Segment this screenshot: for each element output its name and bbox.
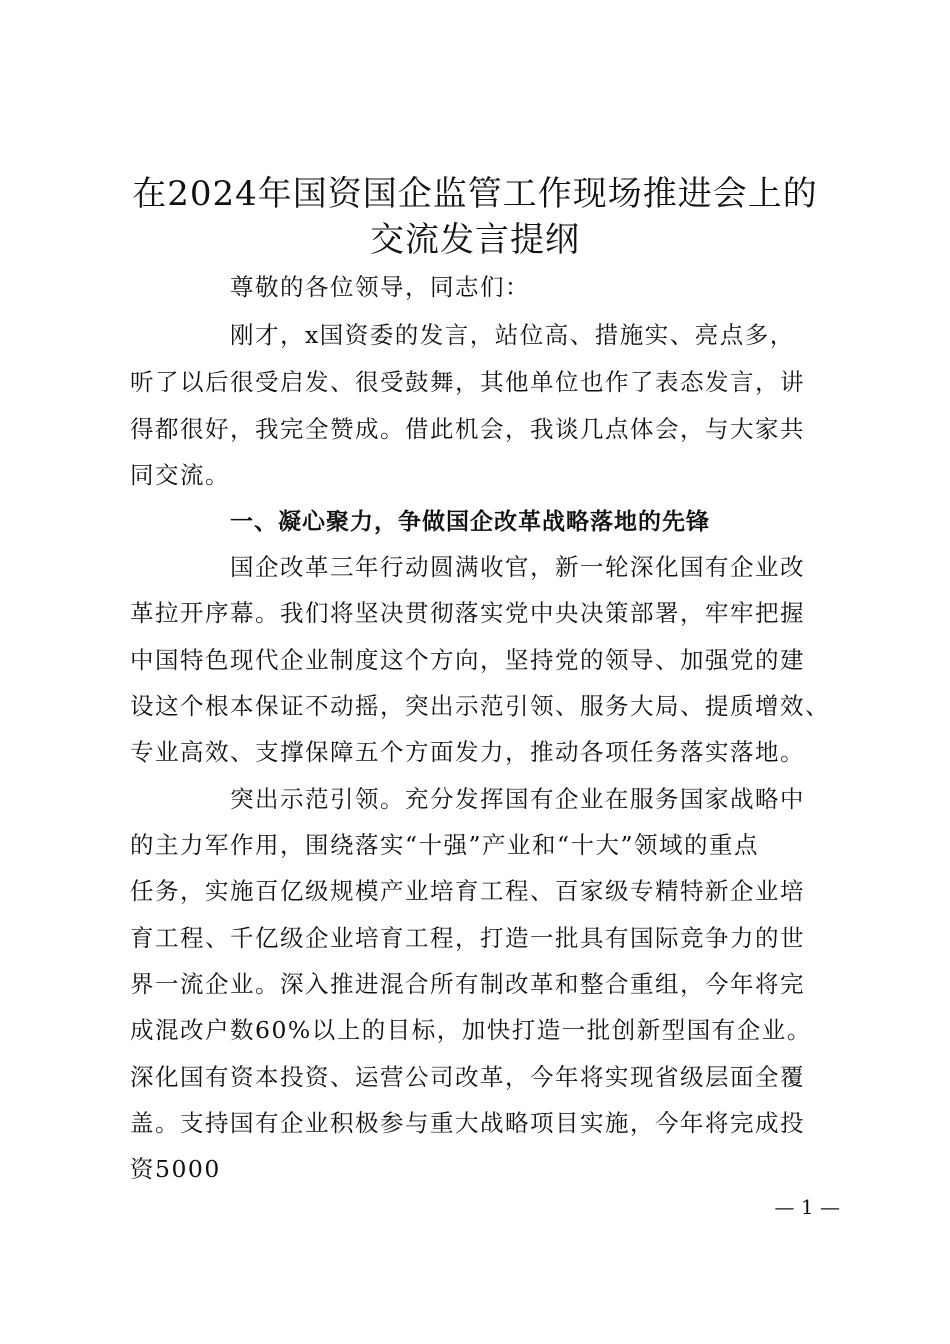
section-1-heading: 一、凝心聚力，争做国企改革战略落地的先锋 bbox=[230, 509, 710, 535]
paragraph-1-line: 专业高效、支撑保障五个方面发力，推动各项任务落实落地。 bbox=[130, 738, 805, 766]
intro-line: 刚才，x国资委的发言，站位高、措施实、亮点多， bbox=[230, 321, 795, 349]
paragraph-1-line: 国企改革三年行动圆满收官，新一轮深化国有企业改 bbox=[230, 553, 805, 581]
paragraph-1-line: 中国特色现代企业制度这个方向，坚持党的领导、加强党的建 bbox=[130, 646, 805, 674]
document-title-line-1: 在2024年国资国企监管工作现场推进会上的 bbox=[132, 174, 818, 214]
paragraph-2-line: 任务，实施百亿级规模产业培育工程、百家级专精特新企业培 bbox=[130, 877, 805, 905]
page-number: — 1 — bbox=[774, 1195, 840, 1219]
paragraph-1-line: 设这个根本保证不动摇，突出示范引领、服务大局、提质增效、 bbox=[130, 692, 830, 720]
paragraph-1-line: 革拉开序幕。我们将坚决贯彻落实党中央决策部署，牢牢把握 bbox=[130, 599, 805, 627]
salutation: 尊敬的各位领导，同志们： bbox=[230, 273, 530, 301]
paragraph-2-line: 育工程、千亿级企业培育工程，打造一批具有国际竞争力的世 bbox=[130, 924, 805, 952]
document-title-line-2: 交流发言提纲 bbox=[370, 220, 580, 260]
paragraph-2-line: 深化国有资本投资、运营公司改革，今年将实现省级层面全覆 bbox=[130, 1063, 805, 1091]
paragraph-2-line: 界一流企业。深入推进混合所有制改革和整合重组，今年将完 bbox=[130, 970, 805, 998]
paragraph-2-line: 成混改户数60%以上的目标，加快打造一批创新型国有企业。 bbox=[130, 1016, 812, 1044]
intro-line: 得都很好，我完全赞成。借此机会，我谈几点体会，与大家共 bbox=[130, 415, 805, 443]
paragraph-2-line: 资5000 bbox=[130, 1155, 221, 1183]
intro-line: 听了以后很受启发、很受鼓舞，其他单位也作了表态发言，讲 bbox=[130, 368, 805, 396]
paragraph-2-line: 突出示范引领。充分发挥国有企业在服务国家战略中 bbox=[230, 785, 805, 813]
intro-line: 同交流。 bbox=[130, 461, 230, 489]
paragraph-2-line: 的主力军作用，围绕落实“十强”产业和“十大”领域的重点 bbox=[130, 831, 760, 859]
paragraph-2-line: 盖。支持国有企业积极参与重大战略项目实施，今年将完成投 bbox=[130, 1109, 805, 1137]
